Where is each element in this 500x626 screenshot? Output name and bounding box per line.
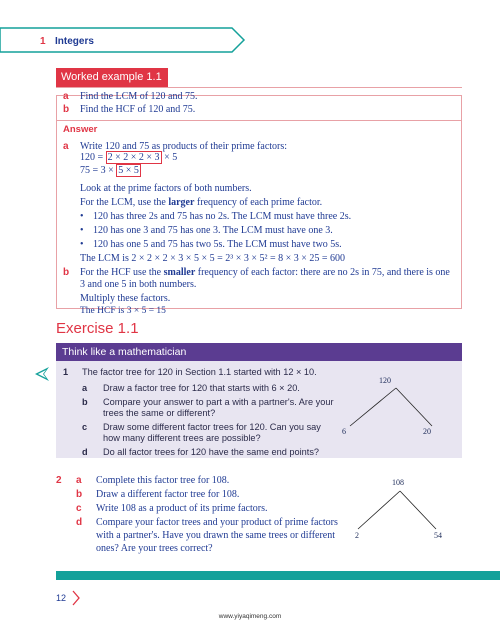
q1-part-text: how many different trees are possible? [103, 433, 261, 443]
q2-part-text: Write 108 as a product of its prime factors. [96, 503, 268, 514]
lcm-rule-text: For the LCM, use the [80, 197, 169, 208]
q1-text: The factor tree for 120 in Section 1.1 started with 12 × 10. [82, 367, 317, 377]
bullet-text: 120 has one 5 and 75 has two 5s. The LCM must have two 5s. [93, 239, 342, 250]
factorisation-suffix: × 5 [161, 152, 178, 163]
chevron-right-icon [71, 590, 81, 606]
answer-look-text: Look at the prime factors of both numbers. [80, 183, 252, 194]
q2-part-text: ones? Are your trees correct? [96, 543, 213, 554]
lcm-rule-emphasis: larger [168, 197, 195, 208]
q2-part-text: Draw a different factor tree for 108. [96, 489, 240, 500]
q2-part-label: a [76, 475, 82, 486]
tree-node-right: 54 [434, 531, 442, 540]
lcm-rule-text: frequency of each prime factor. [194, 197, 323, 208]
chapter-number: 1 [40, 36, 46, 47]
q1-part-label: b [82, 397, 88, 407]
hcf-rule [80, 267, 450, 278]
we-question-text: Find the LCM of 120 and 75. [80, 91, 198, 102]
factorisation-120 [80, 152, 177, 163]
boxed-factors: 2 × 2 × 2 × 3 [107, 152, 160, 163]
q2-part-label: d [76, 517, 83, 528]
bullet-dot: • [80, 239, 84, 250]
q1-number: 1 [63, 367, 69, 377]
arrow-marker-icon [34, 366, 50, 382]
bullet-dot: • [80, 225, 84, 236]
factorisation-prefix: 120 = [80, 152, 106, 163]
page-number: 12 [56, 593, 67, 603]
tree-node-left: 6 [342, 427, 346, 436]
q1-part-label: a [82, 383, 88, 393]
hcf-rule-text: frequency of each factor: there are no 2s in 75, and there is one [195, 267, 450, 278]
tree-node-left: 2 [355, 531, 359, 540]
q2-part-text: with a partner's. Have you drawn the same trees or different [96, 530, 336, 541]
think-like-mathematician-header: Think like a mathematician [56, 343, 462, 361]
q1-part-label: c [82, 422, 88, 432]
worked-example-rule [56, 87, 462, 88]
factorisation-75 [80, 165, 141, 176]
q1-part-text: Do all factor trees for 120 have the same end points? [103, 447, 320, 457]
lcm-result: The LCM is 2 × 2 × 2 × 3 × 5 × 5 = 2³ × 3 × 5² = 8 × 3 × 25 = 600 [80, 253, 346, 264]
tree-branch [350, 388, 396, 426]
answer-heading: Answer [63, 124, 98, 135]
hcf-rule-line2: 3 and one 5 in both numbers. [80, 279, 197, 290]
answer-a-intro: Write 120 and 75 as products of their prime factors: [80, 141, 288, 152]
exercise-title: Exercise 1.1 [56, 320, 139, 337]
answer-label-b: b [63, 267, 70, 278]
q1-part-text: Draw some different factor trees for 120. Can you say [103, 422, 321, 432]
bullet-text: 120 has one 3 and 75 has one 3. The LCM must have one 3. [93, 225, 333, 236]
q2-part-label: b [76, 489, 83, 500]
tree-branch [358, 491, 400, 529]
answer-divider [57, 120, 461, 121]
bullet-dot: • [80, 211, 84, 222]
tree-branch [400, 491, 436, 529]
tree-node-root: 108 [392, 478, 404, 487]
hcf-result: The HCF is 3 × 5 = 15 [80, 306, 166, 316]
tree-node-root: 120 [379, 376, 391, 385]
chapter-header-bar [0, 0, 500, 60]
boxed-factors: 5 × 5 [118, 165, 139, 176]
q1-part-text: Compare your answer to part a with a partner's. Are your [103, 397, 334, 407]
q2-part-text: Compare your factor trees and your product of prime factors [96, 517, 338, 528]
q2-part-text: Complete this factor tree for 108. [96, 475, 230, 486]
hcf-multiply: Multiply these factors. [80, 293, 171, 304]
hcf-rule-text: For the HCF use the [80, 267, 164, 278]
q1-part-label: d [82, 447, 88, 457]
factor-tree-120 [340, 372, 450, 442]
tree-branch [396, 388, 432, 426]
q1-part-text: Draw a factor tree for 120 that starts with 6 × 20. [103, 383, 300, 393]
hcf-rule-emphasis: smaller [163, 267, 196, 278]
website-watermark: www.yiyaqimeng.com [218, 613, 282, 620]
chapter-title: Integers [55, 36, 94, 47]
footer-bar [56, 571, 500, 580]
q1-part-text: trees the same or different? [103, 408, 216, 418]
q2-part-label: c [76, 503, 82, 514]
factor-tree-108 [350, 485, 460, 545]
answer-label-a: a [63, 141, 69, 152]
factorisation-prefix: 75 = 3 × [80, 165, 117, 176]
bullet-text: 120 has three 2s and 75 has no 2s. The LCM must have three 2s. [93, 211, 352, 222]
q2-number: 2 [56, 475, 62, 486]
we-question-label: b [63, 104, 70, 115]
tree-node-right: 20 [423, 427, 431, 436]
lcm-rule [80, 197, 322, 208]
we-question-text: Find the HCF of 120 and 75. [80, 104, 196, 115]
we-question-label: a [63, 91, 69, 102]
worked-example-tab: Worked example 1.1 [56, 68, 168, 87]
